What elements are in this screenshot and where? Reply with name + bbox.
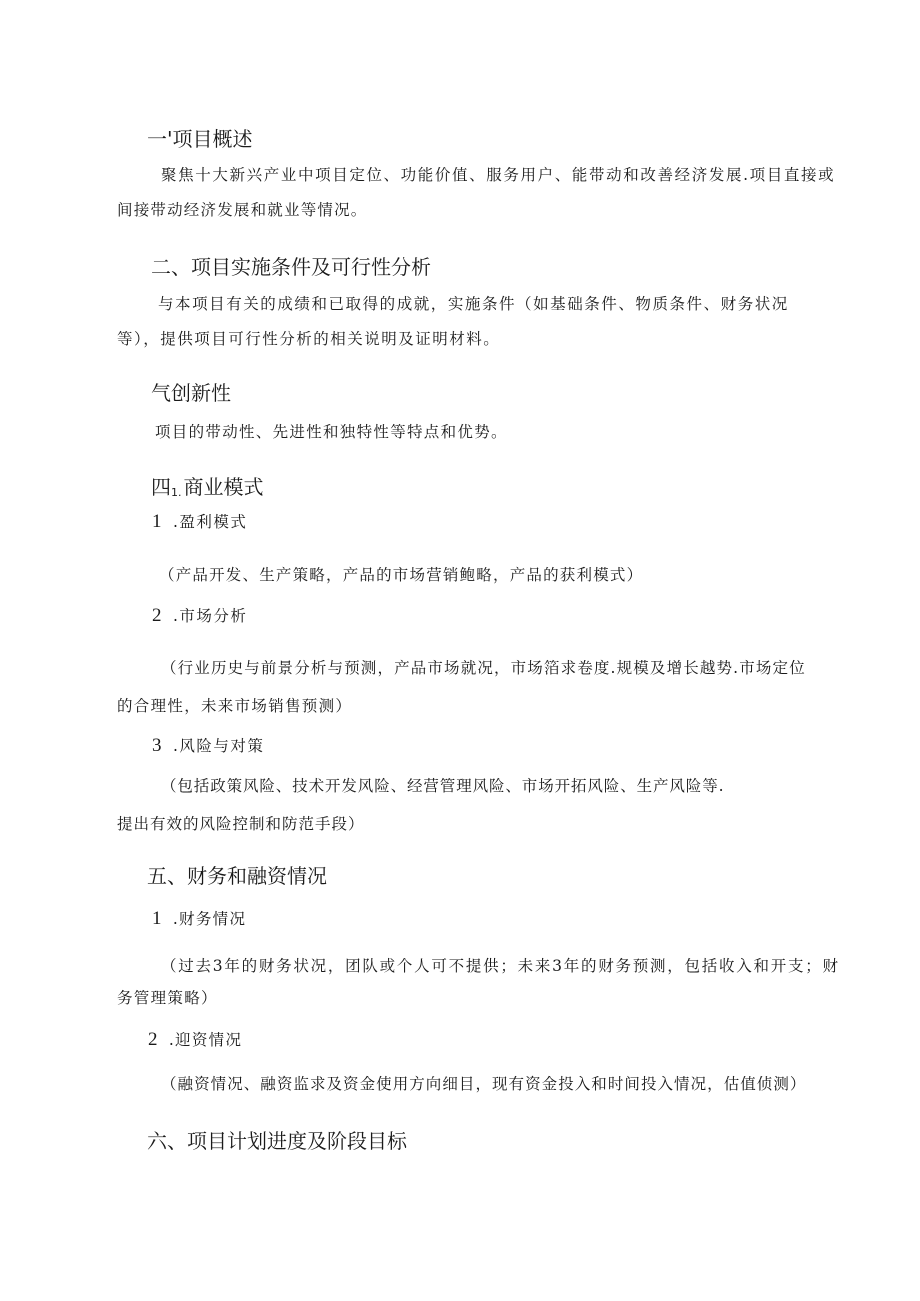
heading-subscript: 1. <box>171 486 182 499</box>
paragraph-line: （包括政策风险、技术开发风险、经营管理风险、市场开拓风险、生产风险等. <box>161 777 725 795</box>
paragraph-line: 提出有效的风险控制和防范手段） <box>117 815 365 833</box>
heading-finance: 五、财务和融资情况 <box>147 864 327 888</box>
item-label: .风险与对策 <box>173 737 265 755</box>
paragraph-line: 的合理性，未来市场销售预测） <box>117 697 353 715</box>
sub-heading-financing-status <box>148 1029 242 1051</box>
item-label: .盈利模式 <box>173 513 248 531</box>
paragraph-line: （产品开发、生产策略，产品的市场营销鲍略，产品的获利模式） <box>159 566 644 584</box>
sub-heading-finance-status <box>152 908 246 930</box>
paragraph-line: 务管理策略） <box>117 989 218 1007</box>
paragraph-line: 等），提供项目可行性分析的相关说明及证明材料。 <box>117 330 501 348</box>
sub-heading-risk <box>152 735 264 757</box>
item-number: 1 <box>152 908 163 929</box>
item-number: 2 <box>148 1029 159 1050</box>
heading-project-overview: 一'项目概述 <box>147 127 253 151</box>
sub-heading-market-analysis <box>152 605 247 627</box>
item-number: 2 <box>152 605 163 626</box>
heading-feasibility: 二、项目实施条件及可行性分析 <box>151 255 431 279</box>
item-number: 3 <box>152 735 163 756</box>
paragraph-line: 间接带动经济发展和就业等情况。 <box>117 201 368 219</box>
paragraph-line: 与本项目有关的成绩和已取得的成就，实施条件（如基础条件、物质条件、财务状况 <box>158 295 789 313</box>
paragraph-line: （过去3年的财务状况，团队或个人可不提供；未来3年的财务预测，包括收入和开支；财 <box>161 957 840 975</box>
paragraph-line: 聚焦十大新兴产业中项目定位、功能价值、服务用户、能带动和改善经济发展.项目直接或 <box>161 166 836 184</box>
sub-heading-profit-model <box>152 511 247 533</box>
paragraph-line: （行业历史与前景分析与预测，产品市场就况，市场箔求卷度.规模及增长越势.市场定位 <box>161 659 806 677</box>
heading-schedule: 六、项目计划进度及阶段目标 <box>147 1129 407 1153</box>
heading-text: 商业模式 <box>183 475 264 499</box>
paragraph-line: 项目的带动性、先进性和独特性等特点和优势。 <box>155 423 508 441</box>
heading-numeral: 四 <box>151 475 171 499</box>
item-number: 1 <box>152 511 163 532</box>
item-label: .市场分析 <box>173 607 248 625</box>
item-label: .迎资情况 <box>168 1031 243 1049</box>
heading-innovation: 气创新性 <box>151 381 231 405</box>
heading-business-model <box>151 474 264 506</box>
paragraph-line: （融资情况、融资监求及资金使用方向细目，现有资金投入和时间投入情况，估值侦测） <box>161 1075 807 1093</box>
item-label: .财务情况 <box>172 910 247 928</box>
